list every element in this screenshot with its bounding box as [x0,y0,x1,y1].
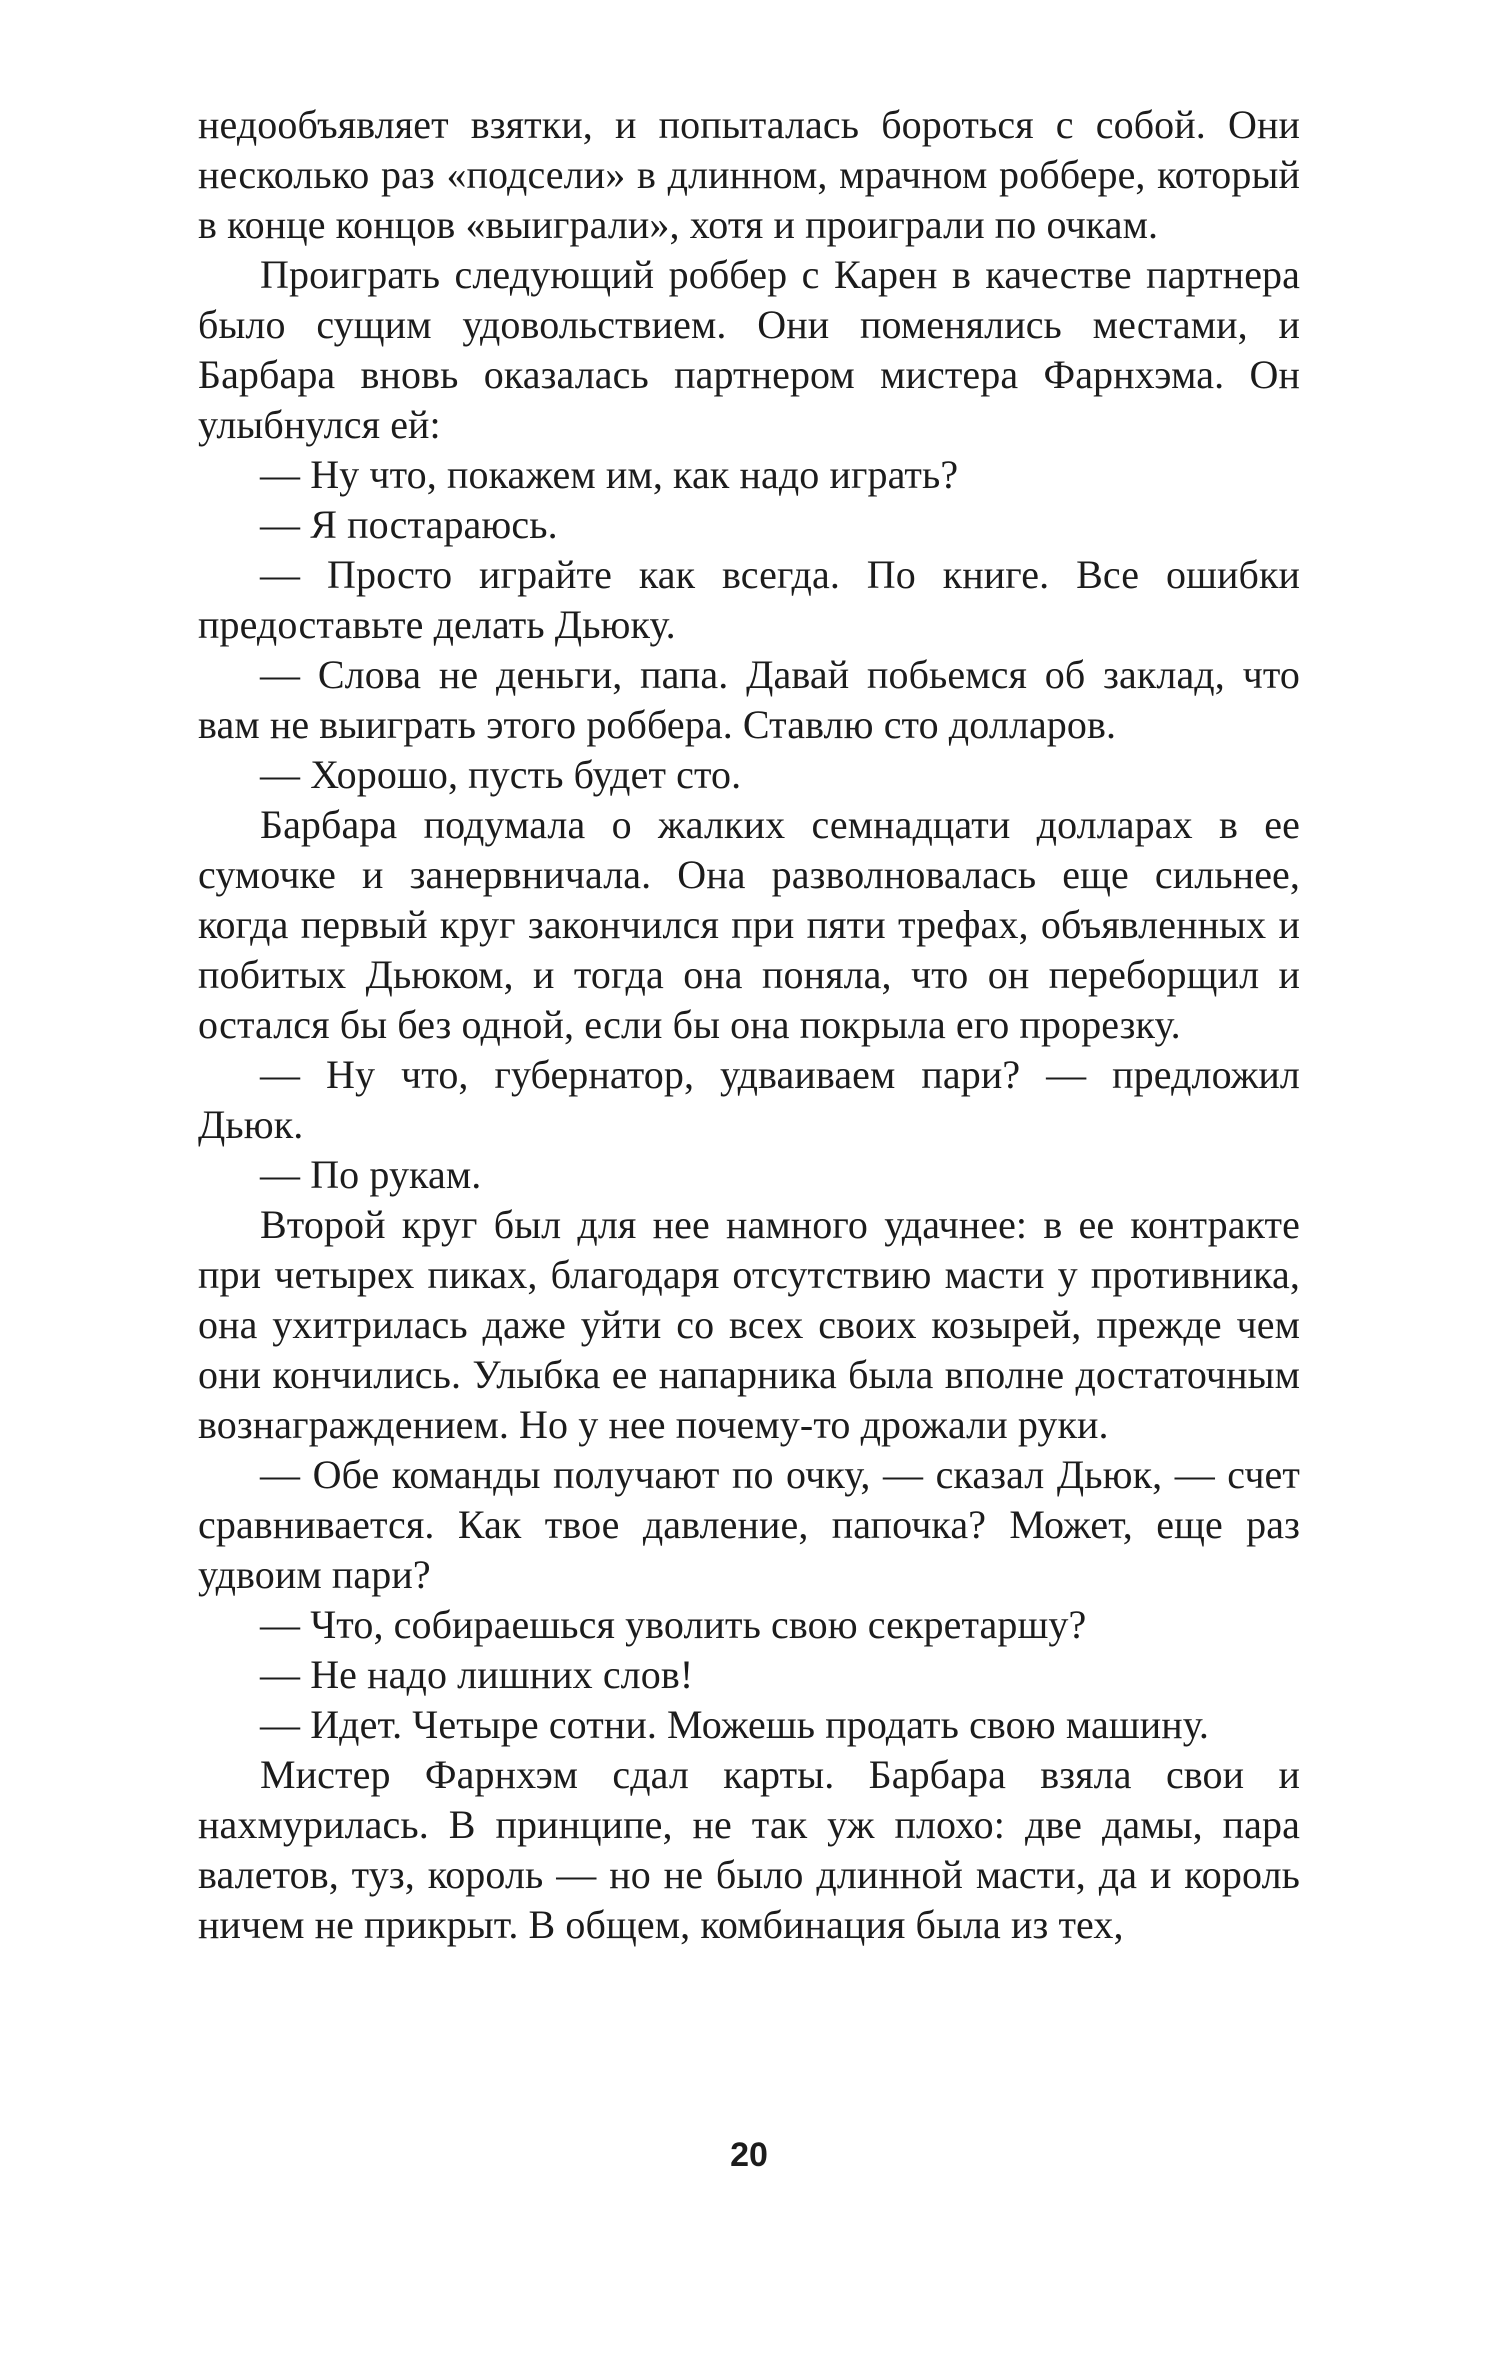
dialogue-line-9: — Что, собираешься уволить свою секретаршу? [260,1602,1087,1647]
paragraph-1: недообъявляет взятки, и попыталась бороться с собой. Они несколько раз «подсели» в длинном, мрачном роббере, который в конце концов «выиграли», хотя и проиграли по очкам. [198,102,1300,247]
book-page [198,100,1300,2220]
dialogue-line-11: — Идет. Четыре сотни. Можешь продать свою машину. [260,1702,1209,1747]
dialogue-line-6: — Ну что, губернатор, удваиваем пари? — предложил Дьюк. [198,1052,1300,1147]
dialogue-line-7: — По рукам. [260,1152,482,1197]
dialogue-line-5: — Хорошо, пусть будет сто. [260,752,742,797]
dialogue-line-4: — Слова не деньги, папа. Давай побьемся об заклад, что вам не выиграть этого роббера. Ставлю сто долларов. [198,652,1300,747]
dialogue-line-1: — Ну что, покажем им, как надо играть? [260,452,959,497]
dialogue-line-3: — Просто играйте как всегда. По книге. Все ошибки предоставьте делать Дьюку. [198,552,1300,647]
page-number: 20 [730,2136,768,2174]
dialogue-line-8: — Обе команды получают по очку, — сказал Дьюк, — счет сравнивается. Как твое давление, папочка? Может, еще раз удвоим пари? [198,1452,1300,1597]
body-text [198,100,1300,1950]
dialogue-line-10: — Не надо лишних слов! [260,1652,694,1697]
paragraph-2: Проиграть следующий роббер с Карен в качестве партнера было сущим удовольствием. Они поменялись местами, и Барбара вновь оказалась партнером мистера Фарнхэма. Он улыбнулся ей: [198,252,1300,447]
paragraph-5: Мистер Фарнхэм сдал карты. Барбара взяла свои и нахмурилась. В принципе, не так уж плохо: две дамы, пара валетов, туз, король — но не было длинной масти, да и король ничем не прикрыт. В общем, комбинация была из тех, [198,1752,1300,1947]
paragraph-3: Барбара подумала о жалких семнадцати долларах в ее сумочке и занервничала. Она разволновалась еще сильнее, когда первый круг закончился при пяти трефах, объявленных и побитых Дьюком, и тогда она поняла, что он переборщил и остался бы без одной, если бы она покрыла его прорезку. [198,802,1300,1047]
dialogue-line-2: — Я постараюсь. [260,502,558,547]
paragraph-4: Второй круг был для нее намного удачнее: в ее контракте при четырех пиках, благодаря отсутствию масти у противника, она ухитрилась даже уйти со всех своих козырей, прежде чем они кончились. Улыбка ее напарника была вполне достаточным вознаграждением. Но у нее почему-то дрожали руки. [198,1202,1300,1447]
